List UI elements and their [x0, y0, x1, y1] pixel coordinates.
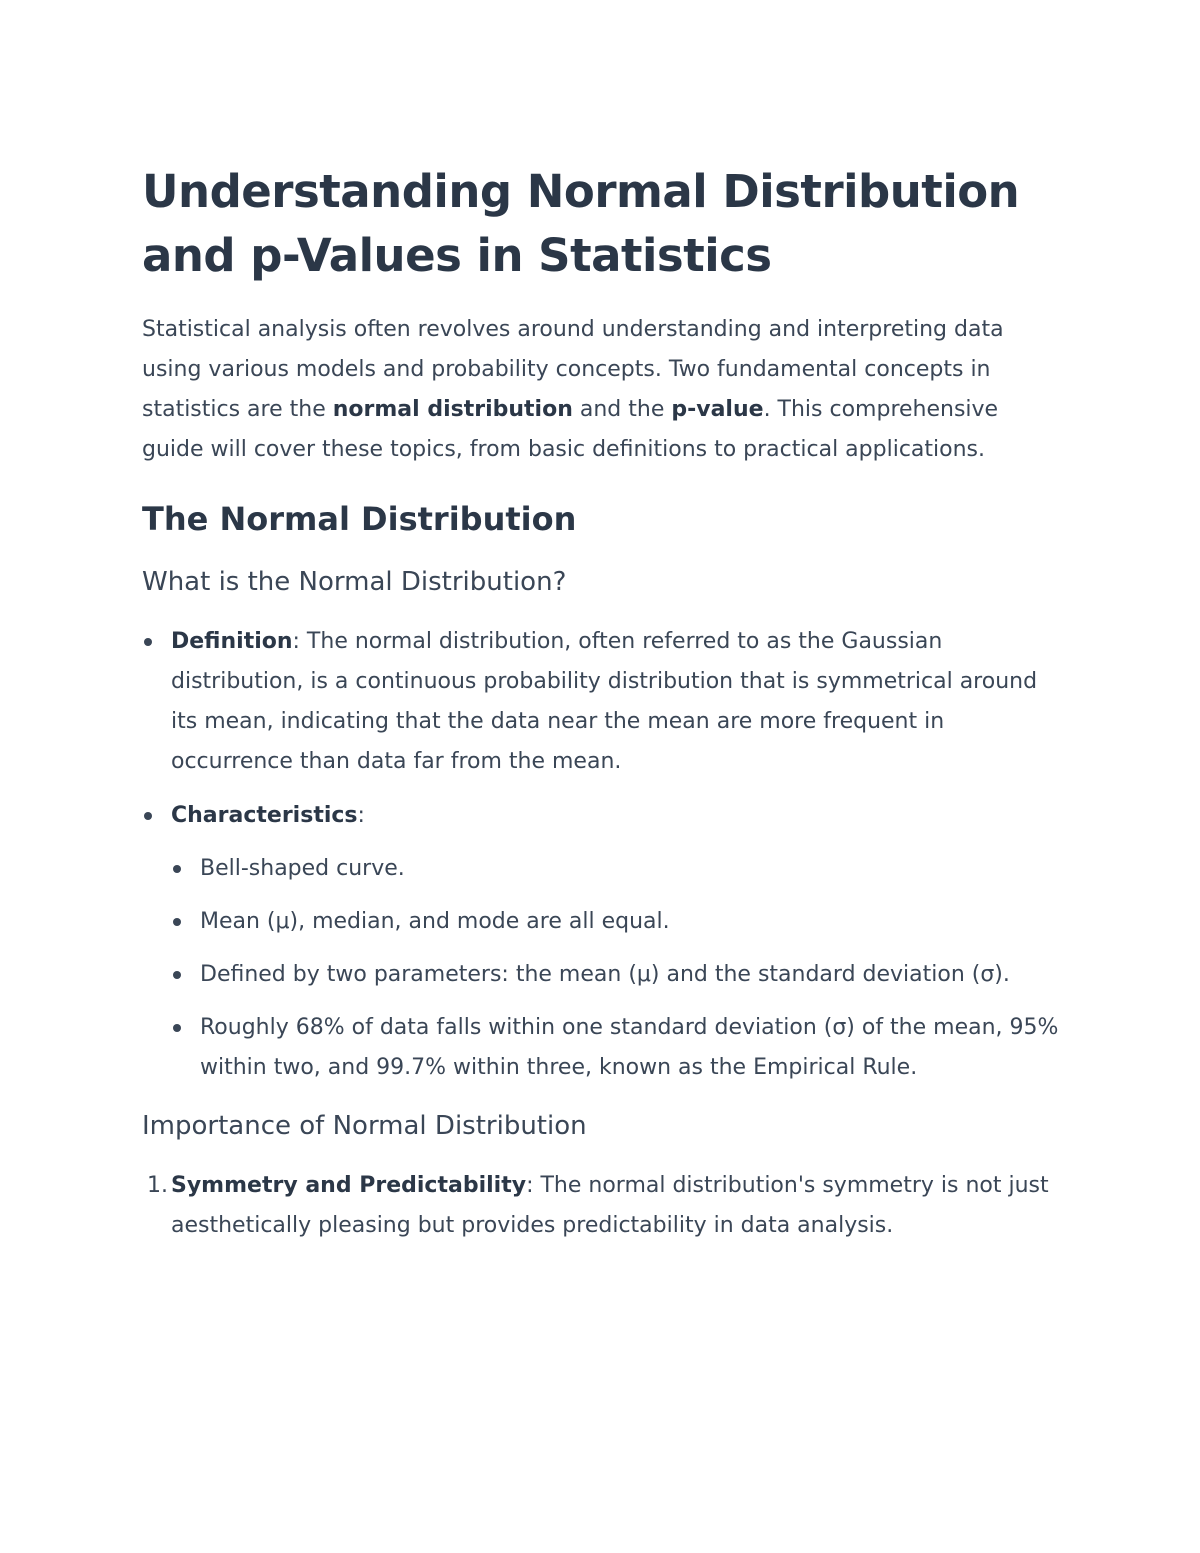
what-is-list	[142, 622, 1062, 1088]
sublist-item	[171, 902, 1062, 942]
definition-label: Definition	[171, 629, 293, 654]
intro-bold-normal-distribution: normal distribution	[332, 397, 573, 422]
bullet-icon	[173, 971, 181, 979]
bullet-icon	[144, 638, 152, 646]
subheading-importance: Importance of Normal Distribution	[142, 1111, 587, 1141]
list-item-definition	[142, 622, 1062, 782]
characteristics-sublist	[171, 849, 1062, 1088]
sublist-item-text: Mean (μ), median, and mode are all equal.	[200, 909, 670, 934]
section-heading-normal-distribution: The Normal Distribution	[142, 500, 577, 538]
definition-text: : The normal distribution, often referred to as the Gaussian distribution, is a continuous probability distribution that is symmetrical around its mean, indicating that the data near the mean are more frequent in occurrence than data far from the mean.	[171, 629, 1038, 774]
bullet-icon	[173, 918, 181, 926]
symmetry-text: : The normal distribution's symmetry is not just aesthetically pleasing but provides predictability in data analysis.	[171, 1173, 1049, 1238]
list-item-symmetry	[142, 1166, 1062, 1246]
list-number: 1.	[147, 1173, 168, 1198]
sublist-item	[171, 1008, 1062, 1088]
sublist-item-text: Bell-shaped curve.	[200, 856, 405, 881]
intro-text-3: . This comprehensive guide will cover these topics, from basic definitions to practical applications.	[142, 397, 999, 462]
sublist-item-text: Roughly 68% of data falls within one standard deviation (σ) of the mean, 95% within two, and 99.7% within three, known as the Empirical Rule.	[200, 1015, 1059, 1080]
characteristics-suffix: :	[357, 803, 365, 828]
intro-bold-p-value: p-value	[671, 397, 764, 422]
sublist-item	[171, 955, 1062, 995]
importance-list	[142, 1166, 1062, 1246]
bullet-icon	[173, 865, 181, 873]
intro-text-2: and the	[572, 397, 672, 422]
subheading-what-is: What is the Normal Distribution?	[142, 567, 567, 597]
sublist-item-text: Defined by two parameters: the mean (μ) and the standard deviation (σ).	[200, 962, 1010, 987]
bullet-icon	[173, 1024, 181, 1032]
characteristics-label: Characteristics	[171, 803, 358, 828]
page-title: Understanding Normal Distribution and p-Values in Statistics	[142, 165, 1020, 282]
intro-text-1: Statistical analysis often revolves around understanding and interpreting data using various models and probability concepts. Two fundamental concepts in statistics are the	[142, 317, 1004, 422]
symmetry-label: Symmetry and Predictability	[171, 1173, 527, 1198]
sublist-item	[171, 849, 1062, 889]
bullet-icon	[144, 812, 152, 820]
intro-paragraph	[142, 310, 1062, 470]
list-item-characteristics	[142, 796, 1062, 1088]
document-page	[142, 160, 1062, 1246]
